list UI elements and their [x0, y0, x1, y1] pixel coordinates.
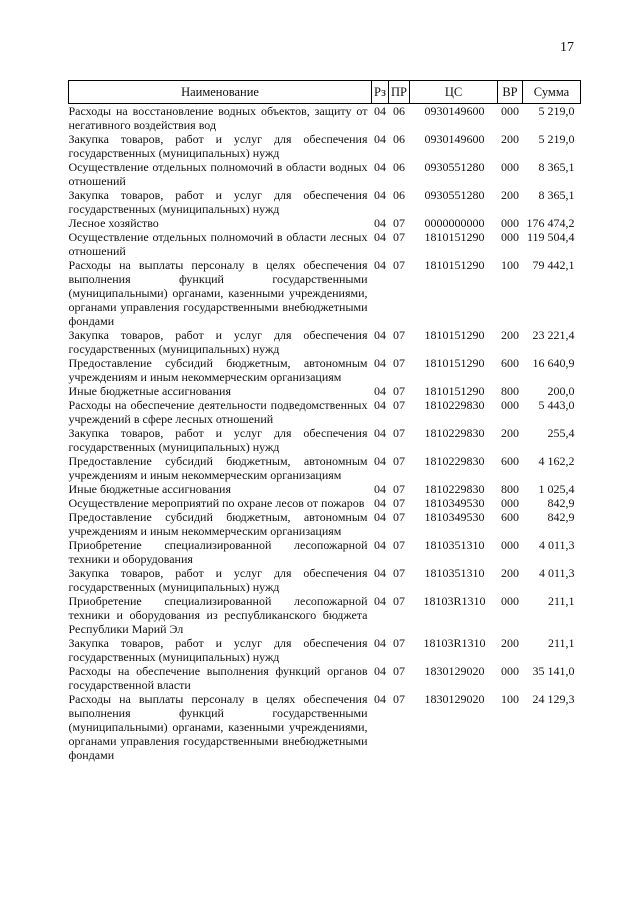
cell-pr: 07: [393, 692, 405, 706]
cell-pr: 07: [393, 230, 405, 244]
cell-cs: 0930149600: [424, 104, 485, 118]
cell-sum: 5 219,0: [538, 104, 575, 118]
table-row: [69, 160, 581, 188]
cell-vr: 000: [501, 664, 519, 678]
cell-pr: 07: [393, 594, 405, 608]
cell-vr: 200: [501, 566, 519, 580]
cell-sum: 211,1: [547, 636, 575, 650]
cell-sum: 35 141,0: [532, 664, 575, 678]
cell-pr: 07: [393, 328, 405, 342]
table-row: [69, 510, 581, 538]
table-row: [69, 384, 581, 398]
cell-name: Иные бюджетные ассигнования: [68, 482, 231, 496]
cell-name: Осуществление мероприятий по охране лесов от пожаров: [68, 496, 365, 510]
cell-pr: 07: [393, 482, 405, 496]
cell-sum: 255,4: [547, 426, 575, 440]
cell-rz: 04: [374, 594, 386, 608]
cell-name: Расходы на обеспечение выполнения функций органов государственной власти: [68, 664, 368, 692]
cell-cs: 1810151290: [424, 384, 485, 398]
cell-cs: 1810151290: [424, 230, 485, 244]
header-vr: ВР: [498, 81, 523, 104]
cell-pr: 07: [393, 454, 405, 468]
cell-sum: 79 442,1: [532, 258, 575, 272]
cell-rz: 04: [374, 538, 386, 552]
cell-cs: 1810151290: [424, 328, 485, 342]
cell-sum: 8 365,1: [538, 160, 575, 174]
cell-sum: 5 219,0: [538, 132, 575, 146]
cell-sum: 24 129,3: [532, 692, 575, 706]
header-rz: Рз: [372, 81, 389, 104]
cell-name: Осуществление отдельных полномочий в области лесных отношений: [68, 230, 368, 258]
cell-cs: 18103R1310: [423, 594, 486, 608]
cell-name: Закупка товаров, работ и услуг для обеспечения государственных (муниципальных) нужд: [68, 566, 368, 594]
cell-rz: 04: [374, 664, 386, 678]
table-header: [69, 81, 581, 104]
cell-vr: 000: [501, 160, 519, 174]
cell-pr: 07: [393, 384, 405, 398]
cell-pr: 07: [393, 356, 405, 370]
cell-sum: 119 504,4: [526, 230, 575, 244]
cell-cs: 0000000000: [424, 216, 485, 230]
cell-sum: 23 221,4: [532, 328, 575, 342]
cell-cs: 1810229830: [424, 426, 485, 440]
cell-rz: 04: [374, 328, 386, 342]
cell-name: Закупка товаров, работ и услуг для обеспечения государственных (муниципальных) нужд: [68, 636, 368, 664]
cell-sum: 176 474,2: [526, 216, 575, 230]
table-row: [69, 594, 581, 636]
cell-pr: 07: [393, 636, 405, 650]
cell-vr: 000: [501, 594, 519, 608]
cell-cs: 1810351310: [424, 538, 485, 552]
cell-sum: 211,1: [547, 594, 575, 608]
cell-rz: 04: [374, 566, 386, 580]
cell-pr: 07: [393, 398, 405, 412]
cell-sum: 16 640,9: [532, 356, 575, 370]
cell-pr: 06: [393, 104, 405, 118]
cell-cs: 1810151290: [424, 356, 485, 370]
cell-sum: 4 011,3: [538, 566, 575, 580]
cell-name: Закупка товаров, работ и услуг для обеспечения государственных (муниципальных) нужд: [68, 188, 368, 216]
cell-rz: 04: [374, 496, 386, 510]
cell-cs: 1810229830: [424, 454, 485, 468]
cell-vr: 000: [501, 230, 519, 244]
table-row: [69, 636, 581, 664]
cell-sum: 1 025,4: [538, 482, 575, 496]
cell-name: Лесное хозяйство: [68, 216, 159, 230]
cell-vr: 200: [501, 132, 519, 146]
table-row: [69, 216, 581, 230]
cell-name: Иные бюджетные ассигнования: [68, 384, 231, 398]
page-number: 17: [560, 40, 574, 55]
cell-cs: 1810229830: [424, 482, 485, 496]
cell-cs: 1810151290: [424, 258, 485, 272]
table-row: [69, 328, 581, 356]
cell-rz: 04: [374, 258, 386, 272]
cell-pr: 06: [393, 160, 405, 174]
table-row: [69, 496, 581, 510]
cell-pr: 06: [393, 132, 405, 146]
table-row: [69, 356, 581, 384]
header-pr: ПР: [389, 81, 410, 104]
cell-cs: 1830129020: [424, 692, 485, 706]
cell-cs: 0930551280: [424, 160, 485, 174]
cell-rz: 04: [374, 510, 386, 524]
cell-name: Приобретение специализированной лесопожарной техники и оборудования из республиканского бюджета Республики Марий Эл: [68, 594, 368, 636]
header-name: Наименование: [69, 81, 372, 104]
cell-rz: 04: [374, 160, 386, 174]
cell-cs: 1810229830: [424, 398, 485, 412]
cell-pr: 07: [393, 496, 405, 510]
table-body: [69, 104, 581, 763]
table-row: [69, 188, 581, 216]
cell-pr: 07: [393, 258, 405, 272]
cell-cs: 1810351310: [424, 566, 485, 580]
cell-vr: 600: [501, 356, 519, 370]
cell-rz: 04: [374, 426, 386, 440]
cell-cs: 1810349530: [424, 496, 485, 510]
cell-cs: 0930551280: [424, 188, 485, 202]
cell-name: Расходы на выплаты персоналу в целях обеспечения выполнения функций государственными (муниципальными) органами, казенными учреждениями, органами управления государственными внебюджетными фондами: [68, 692, 368, 762]
cell-vr: 600: [501, 510, 519, 524]
header-cs: ЦС: [410, 81, 498, 104]
cell-sum: 842,9: [547, 496, 575, 510]
cell-cs: 0930149600: [424, 132, 485, 146]
cell-rz: 04: [374, 188, 386, 202]
cell-pr: 07: [393, 216, 405, 230]
cell-sum: 842,9: [547, 510, 575, 524]
cell-cs: 18103R1310: [423, 636, 486, 650]
cell-rz: 04: [374, 454, 386, 468]
cell-cs: 1830129020: [424, 664, 485, 678]
cell-vr: 000: [501, 398, 519, 412]
cell-vr: 800: [501, 482, 519, 496]
cell-name: Расходы на обеспечение деятельности подведомственных учреждений в сфере лесных отношений: [68, 398, 368, 426]
table-row: [69, 104, 581, 133]
cell-pr: 06: [393, 188, 405, 202]
cell-pr: 07: [393, 510, 405, 524]
cell-vr: 000: [501, 496, 519, 510]
cell-vr: 000: [501, 216, 519, 230]
cell-rz: 04: [374, 636, 386, 650]
cell-name: Закупка товаров, работ и услуг для обеспечения государственных (муниципальных) нужд: [68, 328, 368, 356]
cell-rz: 04: [374, 104, 386, 118]
cell-vr: 100: [501, 692, 519, 706]
cell-rz: 04: [374, 384, 386, 398]
cell-vr: 200: [501, 426, 519, 440]
cell-name: Расходы на выплаты персоналу в целях обеспечения выполнения функций государственными (муниципальными) органами, казенными учреждениями, органами управления государственными внебюджетными фондами: [68, 258, 368, 328]
table-row: [69, 692, 581, 762]
cell-name: Приобретение специализированной лесопожарной техники и оборудования: [68, 538, 368, 566]
cell-sum: 200,0: [547, 384, 575, 398]
table-row: [69, 398, 581, 426]
table-row: [69, 230, 581, 258]
cell-sum: 8 365,1: [538, 188, 575, 202]
cell-rz: 04: [374, 482, 386, 496]
cell-pr: 07: [393, 664, 405, 678]
cell-sum: 4 011,3: [538, 538, 575, 552]
cell-rz: 04: [374, 692, 386, 706]
cell-rz: 04: [374, 230, 386, 244]
table-row: [69, 426, 581, 454]
cell-cs: 1810349530: [424, 510, 485, 524]
table-row: [69, 258, 581, 328]
cell-rz: 04: [374, 132, 386, 146]
cell-vr: 800: [501, 384, 519, 398]
cell-name: Закупка товаров, работ и услуг для обеспечения государственных (муниципальных) нужд: [68, 426, 368, 454]
table-row: [69, 132, 581, 160]
cell-vr: 100: [501, 258, 519, 272]
table-row: [69, 566, 581, 594]
cell-vr: 600: [501, 454, 519, 468]
cell-pr: 07: [393, 538, 405, 552]
table-row: [69, 482, 581, 496]
table-row: [69, 664, 581, 692]
cell-rz: 04: [374, 216, 386, 230]
cell-name: Предоставление субсидий бюджетным, автономным учреждениям и иным некоммерческим организациям: [68, 510, 368, 538]
cell-name: Осуществление отдельных полномочий в области водных отношений: [68, 160, 368, 188]
cell-rz: 04: [374, 398, 386, 412]
cell-sum: 4 162,2: [538, 454, 575, 468]
cell-pr: 07: [393, 566, 405, 580]
cell-vr: 200: [501, 328, 519, 342]
table-row: [69, 538, 581, 566]
cell-name: Предоставление субсидий бюджетным, автономным учреждениям и иным некоммерческим организациям: [68, 454, 368, 482]
table-row: [69, 454, 581, 482]
cell-vr: 200: [501, 188, 519, 202]
cell-name: Закупка товаров, работ и услуг для обеспечения государственных (муниципальных) нужд: [68, 132, 368, 160]
cell-vr: 000: [501, 538, 519, 552]
cell-rz: 04: [374, 356, 386, 370]
cell-sum: 5 443,0: [538, 398, 575, 412]
cell-name: Расходы на восстановление водных объектов, защиту от негативного воздействия вод: [68, 104, 368, 132]
cell-pr: 07: [393, 426, 405, 440]
cell-name: Предоставление субсидий бюджетным, автономным учреждениям и иным некоммерческим организациям: [68, 356, 368, 384]
header-sum: Сумма: [523, 81, 581, 104]
cell-vr: 000: [501, 104, 519, 118]
budget-table: [68, 80, 581, 762]
cell-vr: 200: [501, 636, 519, 650]
